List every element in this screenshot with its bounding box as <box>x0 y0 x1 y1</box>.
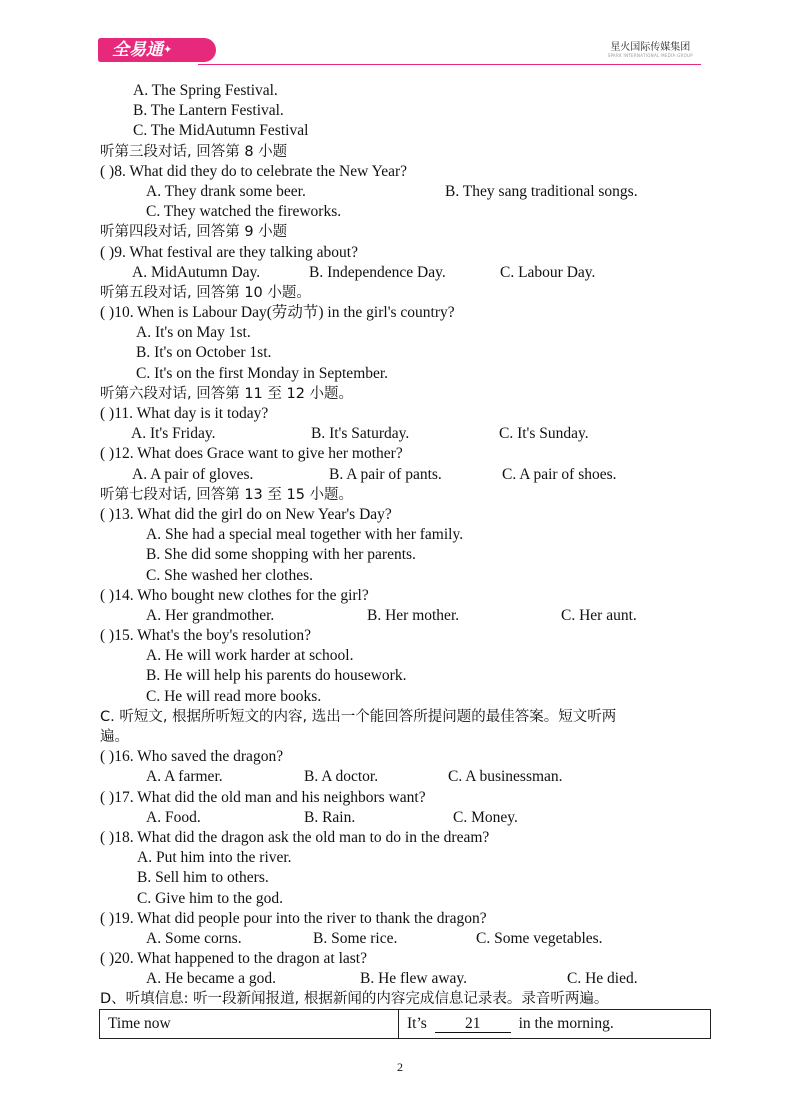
question-line <box>0 566 800 586</box>
line-text: C. It's on the first Monday in September. <box>136 364 389 382</box>
line-text: ( )12. What does Grace want to give her mother? <box>100 445 403 463</box>
question-line <box>0 505 800 525</box>
question-line <box>0 303 800 323</box>
option-text: C. Her aunt. <box>561 606 637 624</box>
line-text: A. He will work harder at school. <box>146 647 354 665</box>
table-answer-cell <box>399 1010 711 1039</box>
option-text: B. Some rice. <box>313 929 398 947</box>
info-record-table <box>99 1009 711 1039</box>
line-text: C. Give him to the god. <box>137 889 283 907</box>
line-text: ( )17. What did the old man and his neighbors want? <box>100 788 426 806</box>
section-instruction <box>0 989 800 1009</box>
line-text: A. They drank some beer. <box>146 182 306 200</box>
table-row <box>100 1010 711 1039</box>
question-line <box>0 828 800 848</box>
question-line <box>0 121 800 141</box>
line-text: C. 听短文, 根据所听短文的内容, 选出一个能回答所提问题的最佳答案。短文听两 <box>100 708 617 725</box>
line-text: 听第五段对话, 回答第 10 小题。 <box>100 284 311 301</box>
section-instruction <box>0 485 800 505</box>
question-line <box>0 444 800 464</box>
line-text: ( )14. Who bought new clothes for the girl? <box>100 586 369 604</box>
line-text: C. They watched the fireworks. <box>146 203 342 221</box>
line-text: A. It's on May 1st. <box>136 324 251 342</box>
line-text: A. A farmer. <box>146 768 223 786</box>
line-text: 听第四段对话, 回答第 9 小题 <box>100 224 288 241</box>
question-line <box>0 808 800 828</box>
option-text: B. He flew away. <box>360 970 468 988</box>
option-text: C. Money. <box>453 808 518 826</box>
table-label-cell: Time now <box>100 1010 399 1039</box>
question-line <box>0 848 800 868</box>
line-text: ( )20. What happened to the dragon at last? <box>100 950 367 968</box>
option-text: C. It's Sunday. <box>499 425 589 443</box>
line-text: A. It's Friday. <box>131 425 216 443</box>
section-instruction <box>0 222 800 242</box>
option-text: B. They sang traditional songs. <box>445 182 638 200</box>
question-line <box>0 243 800 263</box>
question-line <box>0 626 800 646</box>
line-text: A. She had a special meal together with her family. <box>146 526 464 544</box>
question-line <box>0 909 800 929</box>
header-divider <box>198 64 701 65</box>
option-text: B. Her mother. <box>367 606 460 624</box>
question-line <box>0 767 800 787</box>
question-line <box>0 343 800 363</box>
line-text: 听第七段对话, 回答第 13 至 15 小题。 <box>100 486 354 503</box>
line-text: ( )8. What did they do to celebrate the New Year? <box>100 162 408 180</box>
publisher-name-cn: 星火国际传媒集团 <box>610 42 691 53</box>
question-line <box>0 404 800 424</box>
line-text: A. MidAutumn Day. <box>132 263 261 281</box>
question-line <box>0 364 800 384</box>
answer-suffix: in the morning. <box>518 1015 614 1032</box>
question-line <box>0 868 800 888</box>
question-line <box>0 747 800 767</box>
line-text: A. Put him into the river. <box>137 849 292 867</box>
question-line <box>0 465 800 485</box>
line-text: ( )18. What did the dragon ask the old man to do in the dream? <box>100 828 490 846</box>
question-line <box>0 586 800 606</box>
question-line <box>0 949 800 969</box>
option-text: C. He died. <box>567 970 638 988</box>
line-text: D、听填信息: 听一段新闻报道, 根据新闻的内容完成信息记录表。录音听两遍。 <box>100 991 609 1008</box>
question-line <box>0 687 800 707</box>
line-text: ( )13. What did the girl do on New Year's Day? <box>100 505 392 523</box>
option-text: B. A pair of pants. <box>329 465 442 483</box>
question-line <box>0 202 800 222</box>
option-text: B. It's Saturday. <box>311 425 410 443</box>
line-text: ( )10. When is Labour Day(劳动节) in the girl's country? <box>100 304 455 322</box>
line-text: A. Some corns. <box>146 929 242 947</box>
line-text: 遍。 <box>100 729 129 745</box>
publisher-name-en: SPARK INTERNATIONAL MEDIA GROUP <box>607 53 693 58</box>
page-header <box>98 36 701 66</box>
answer-blank[interactable]: 21 <box>435 1016 511 1033</box>
option-text: C. Some vegetables. <box>476 929 603 947</box>
line-text: C. The MidAutumn Festival <box>133 122 309 140</box>
line-text: ( )11. What day is it today? <box>100 405 269 422</box>
question-line <box>0 969 800 989</box>
question-line <box>0 162 800 182</box>
worksheet-body <box>0 81 800 1010</box>
section-instruction <box>0 283 800 303</box>
line-text: ( )19. What did people pour into the river to thank the dragon? <box>100 909 487 927</box>
line-text: A. He became a god. <box>146 970 276 988</box>
line-text: A. Her grandmother. <box>146 606 275 624</box>
question-line <box>0 889 800 909</box>
line-text: A. The Spring Festival. <box>133 82 278 99</box>
line-text: A. A pair of gloves. <box>132 465 254 483</box>
line-text: C. She washed her clothes. <box>146 566 314 584</box>
line-text: C. He will read more books. <box>146 687 322 705</box>
line-text: ( )9. What festival are they talking about? <box>100 243 358 261</box>
logo-text: 全易通 <box>112 40 163 60</box>
brand-logo <box>98 38 216 62</box>
question-line <box>0 323 800 343</box>
question-line <box>0 606 800 626</box>
line-text: ( )16. Who saved the dragon? <box>100 748 284 766</box>
line-text: B. He will help his parents do housework. <box>146 667 407 685</box>
option-text: C. Labour Day. <box>500 263 596 281</box>
line-text: ( )15. What's the boy's resolution? <box>100 627 312 645</box>
section-instruction <box>0 384 800 404</box>
option-text: B. A doctor. <box>304 768 379 786</box>
line-text: A. Food. <box>146 808 201 826</box>
question-line <box>0 788 800 808</box>
question-line <box>0 525 800 545</box>
section-instruction <box>0 142 800 162</box>
line-text: B. Sell him to others. <box>137 869 269 887</box>
question-line <box>0 263 800 283</box>
question-line <box>0 81 800 101</box>
line-text: 听第三段对话, 回答第 8 小题 <box>100 143 288 160</box>
question-line <box>0 182 800 202</box>
question-line <box>0 929 800 949</box>
logo-star-icon: ✦ <box>163 43 173 56</box>
question-line <box>0 646 800 666</box>
question-line <box>0 101 800 121</box>
page-number: 2 <box>397 1060 403 1074</box>
section-instruction <box>0 707 800 727</box>
option-text: C. A pair of shoes. <box>502 465 617 483</box>
question-line <box>0 666 800 686</box>
option-text: B. Independence Day. <box>309 263 446 281</box>
line-text: B. It's on October 1st. <box>136 344 272 362</box>
question-line <box>0 424 800 444</box>
question-line <box>0 545 800 565</box>
answer-prefix: It’s <box>407 1015 427 1032</box>
line-text: B. The Lantern Festival. <box>133 102 284 120</box>
line-text: 听第六段对话, 回答第 11 至 12 小题。 <box>100 385 354 402</box>
option-text: B. Rain. <box>304 808 356 826</box>
option-text: C. A businessman. <box>448 768 563 786</box>
publisher-name <box>608 42 693 58</box>
section-instruction <box>0 727 800 747</box>
line-text: B. She did some shopping with her parents. <box>146 546 416 564</box>
